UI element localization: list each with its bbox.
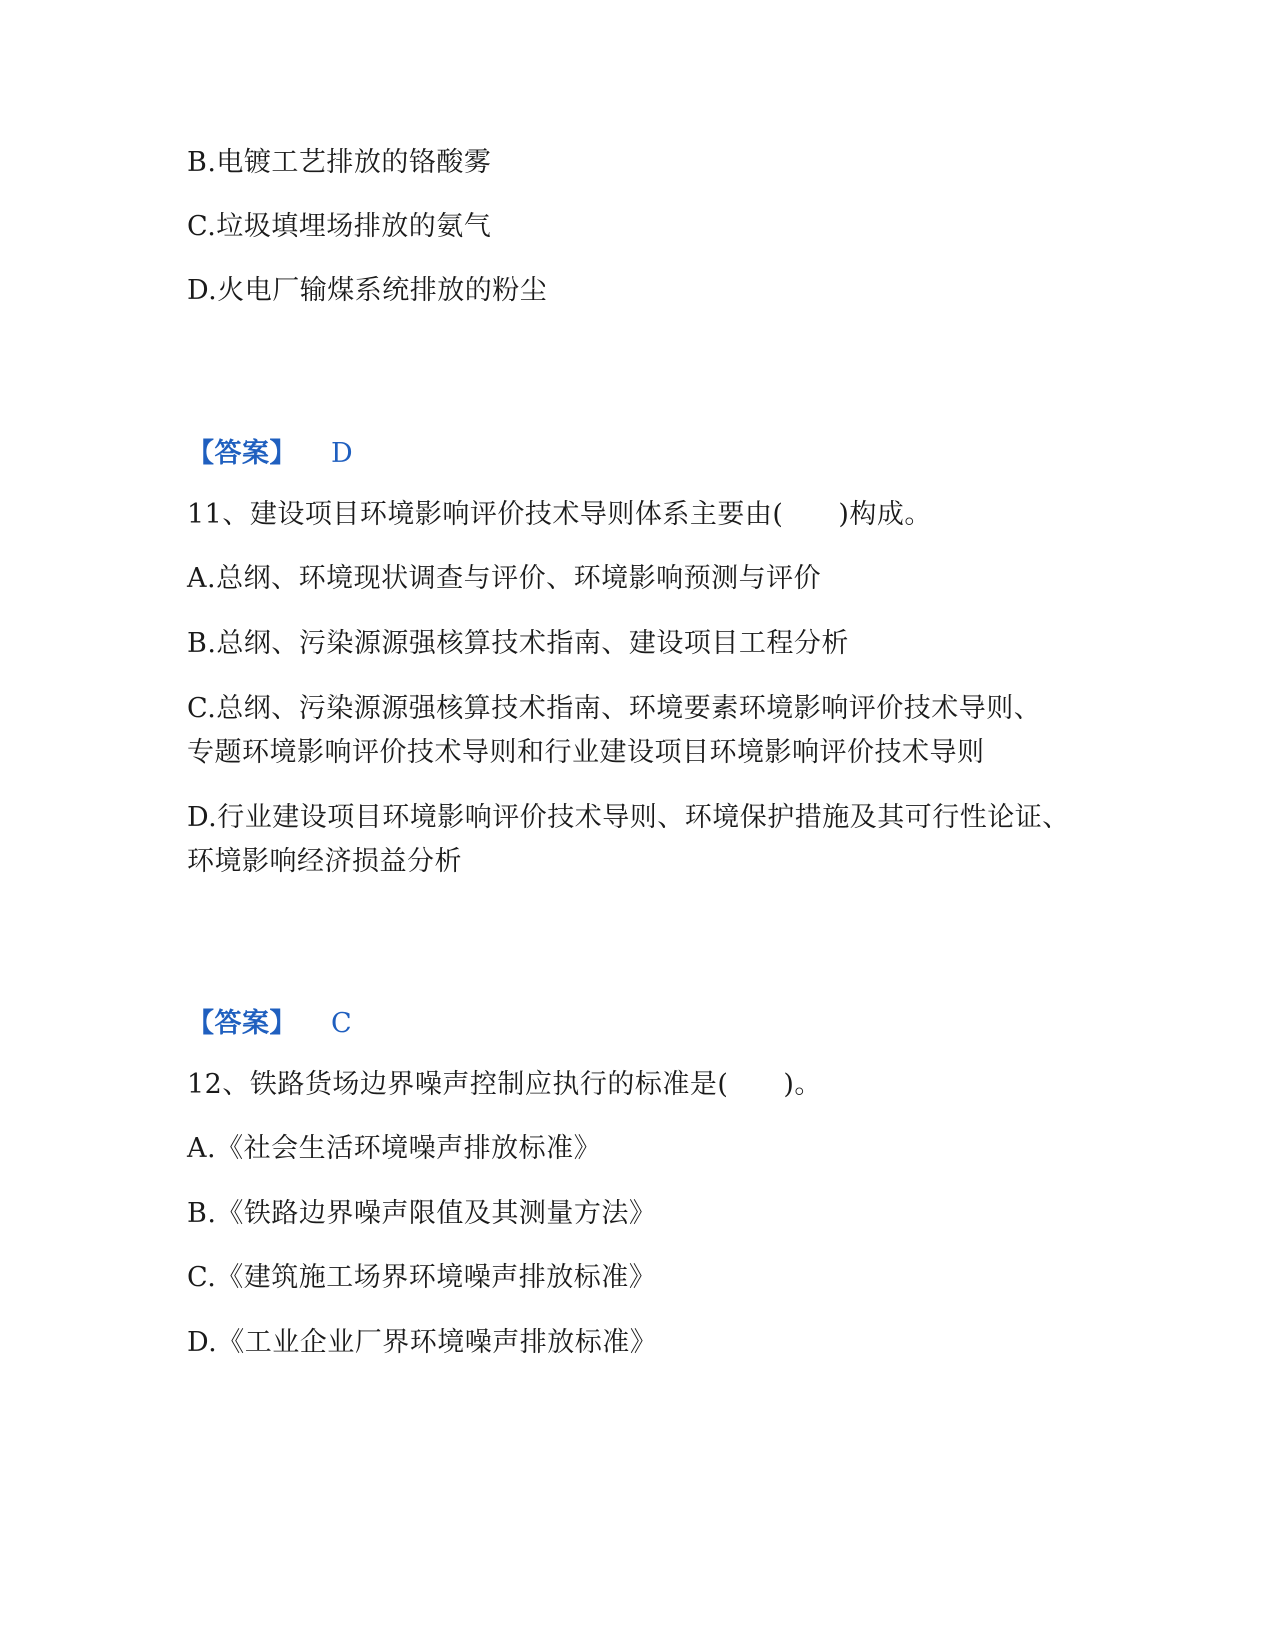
q11-option-d-line2: 环境影响经济损益分析 [187, 846, 462, 877]
q12-option-c: C.《建筑施工场界环境噪声排放标准》 [187, 1262, 657, 1293]
q11-option-c-line1: C.总纲、污染源源强核算技术指南、环境要素环境影响评价技术导则、 [187, 693, 1042, 724]
q10-option-b: B.电镀工艺排放的铬酸雾 [187, 147, 492, 178]
q12-option-b: B.《铁路边界噪声限值及其测量方法》 [187, 1198, 657, 1229]
q11-option-a: A.总纲、环境现状调查与评价、环境影响预测与评价 [187, 563, 822, 594]
answer-label: 【答案】 [187, 1008, 297, 1039]
q11-option-c-line2: 专题环境影响评价技术导则和行业建设项目环境影响评价技术导则 [187, 737, 985, 768]
q11-option-b: B.总纲、污染源源强核算技术指南、建设项目工程分析 [187, 628, 849, 659]
q11-answer [187, 1001, 1107, 1047]
q12-option-a: A.《社会生活环境噪声排放标准》 [187, 1133, 602, 1164]
q10-answer [187, 431, 1107, 477]
answer-value: C [331, 1008, 353, 1039]
q12-stem: 12、铁路货场边界噪声控制应执行的标准是( )。 [187, 1069, 822, 1100]
answer-value: D [331, 438, 354, 469]
q11-stem: 11、建设项目环境影响评价技术导则体系主要由( )构成。 [187, 499, 932, 530]
q10-option-c: C.垃圾填埋场排放的氨气 [187, 211, 492, 242]
answer-label: 【答案】 [187, 438, 297, 469]
q10-option-d: D.火电厂输煤系统排放的粉尘 [187, 275, 548, 306]
q12-option-d: D.《工业企业厂界环境噪声排放标准》 [187, 1327, 658, 1358]
q11-option-d-line1: D.行业建设项目环境影响评价技术导则、环境保护措施及其可行性论证、 [187, 802, 1070, 833]
